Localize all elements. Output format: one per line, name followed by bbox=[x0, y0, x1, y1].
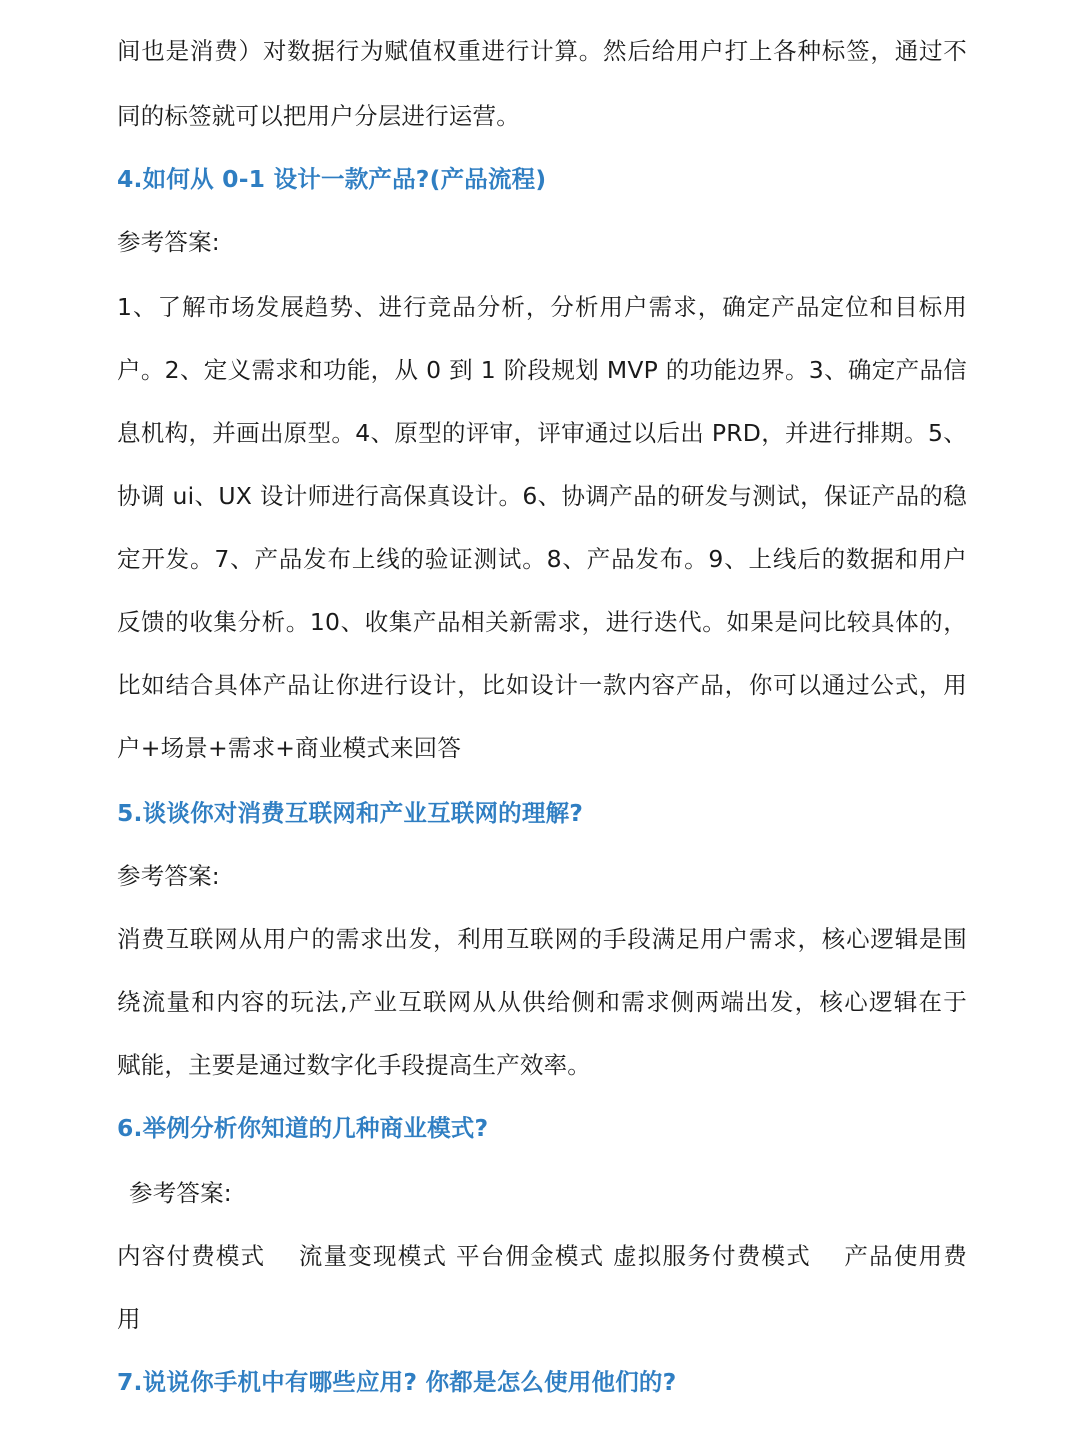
question-4-answer-line: 户+场景+需求+商业模式来回答 bbox=[117, 734, 462, 762]
question-5-answer-label: 参考答案: bbox=[117, 862, 220, 890]
question-4-title: 4.如何从 0-1 设计一款产品?(产品流程) bbox=[117, 165, 547, 193]
question-6-answer-line: 用 bbox=[117, 1305, 141, 1333]
intro-line: 同的标签就可以把用户分层进行运营。 bbox=[117, 102, 520, 130]
question-4-answer-line: 息机构，并画出原型。4、原型的评审，评审通过以后出 PRD，并进行排期。5、 bbox=[117, 419, 967, 447]
question-4-answer-line: 定开发。7、产品发布上线的验证测试。8、产品发布。9、上线后的数据和用户 bbox=[117, 545, 967, 573]
question-7-title: 7.说说你手机中有哪些应用? 你都是怎么使用他们的? bbox=[117, 1368, 677, 1396]
intro-line: 间也是消费）对数据行为赋值权重进行计算。然后给用户打上各种标签，通过不 bbox=[117, 37, 967, 65]
question-4-answer-line: 反馈的收集分析。10、收集产品相关新需求，进行迭代。如果是问比较具体的， bbox=[117, 608, 967, 636]
question-5-answer-line: 绕流量和内容的玩法,产业互联网从从供给侧和需求侧两端出发，核心逻辑在于 bbox=[117, 988, 967, 1016]
question-4-answer-line: 1、了解市场发展趋势、进行竞品分析，分析用户需求，确定产品定位和目标用 bbox=[117, 293, 967, 321]
question-4-answer-line: 比如结合具体产品让你进行设计，比如设计一款内容产品，你可以通过公式，用 bbox=[117, 671, 967, 699]
question-4-answer-label: 参考答案: bbox=[117, 228, 220, 256]
question-5-title: 5.谈谈你对消费互联网和产业互联网的理解? bbox=[117, 799, 584, 827]
question-5-answer-line: 消费互联网从用户的需求出发，利用互联网的手段满足用户需求，核心逻辑是围 bbox=[117, 925, 967, 953]
question-6-answer-line: 内容付费模式 流量变现模式 平台佣金模式 虚拟服务付费模式 产品使用费 bbox=[117, 1242, 967, 1270]
question-5-answer-line: 赋能，主要是通过数字化手段提高生产效率。 bbox=[117, 1051, 591, 1079]
question-4-answer-line: 户。2、定义需求和功能，从 0 到 1 阶段规划 MVP 的功能边界。3、确定产品信 bbox=[117, 356, 967, 384]
question-4-answer-line: 协调 ui、UX 设计师进行高保真设计。6、协调产品的研发与测试，保证产品的稳 bbox=[117, 482, 967, 510]
question-6-title: 6.举例分析你知道的几种商业模式? bbox=[117, 1114, 489, 1142]
question-6-answer-label: 参考答案: bbox=[129, 1179, 232, 1207]
